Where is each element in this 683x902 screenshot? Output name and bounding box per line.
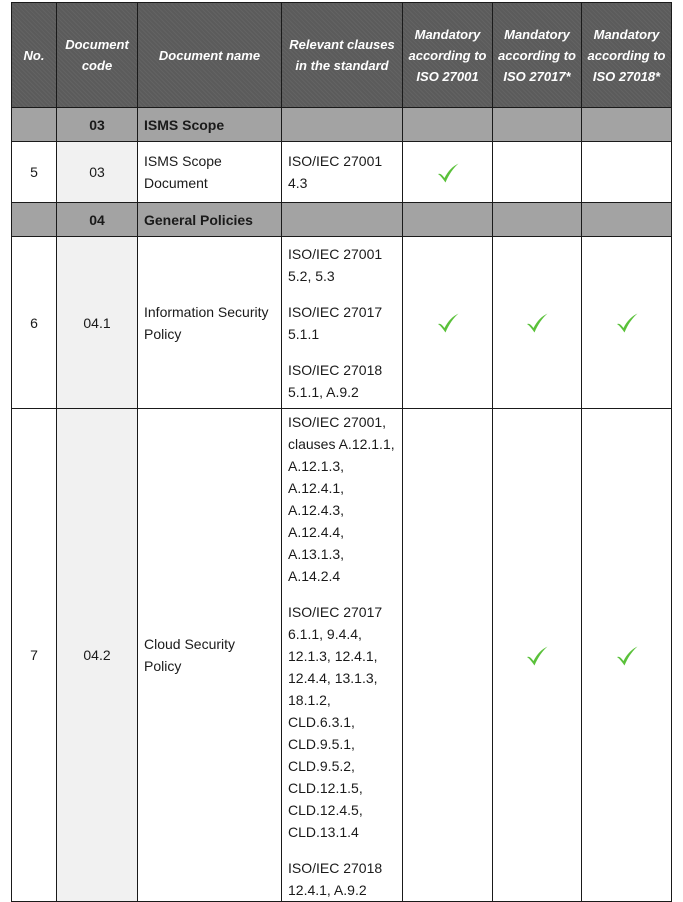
header-no: No. (12, 3, 57, 108)
document-code: 04.2 (57, 409, 138, 902)
section-empty-cell (403, 108, 493, 142)
mandatory-27001-cell (403, 237, 493, 409)
clause-text: ISO/IEC 27018 5.1.1, A.9.2 (288, 361, 383, 400)
header-document-code: Document code (57, 3, 138, 108)
section-no-cell (12, 203, 57, 237)
document-code: 03 (57, 142, 138, 203)
check-icon (436, 312, 460, 334)
section-code: 04 (57, 203, 138, 237)
document-name: Cloud Security Policy (138, 409, 282, 902)
section-row-general-policies (12, 203, 672, 237)
section-empty-cell (282, 203, 403, 237)
row-number: 6 (12, 237, 57, 409)
document-name: ISMS Scope Document (138, 142, 282, 203)
table-row (12, 237, 672, 409)
section-empty-cell (582, 108, 672, 142)
clause-text: ISO/IEC 27018 12.4.1, A.9.2 (288, 860, 383, 898)
check-icon (525, 645, 549, 667)
table-row (12, 409, 672, 902)
section-no-cell (12, 108, 57, 142)
document-sheet (11, 2, 671, 902)
mandatory-27017-cell (493, 237, 582, 409)
mandatory-documents-table (11, 2, 672, 902)
header-mandatory-27017: Mandatory according to ISO 27017* (493, 3, 582, 108)
header-mandatory-27018: Mandatory according to ISO 27018* (582, 3, 672, 108)
section-name: ISMS Scope (138, 108, 282, 142)
section-name: General Policies (138, 203, 282, 237)
clause-text: ISO/IEC 27001 4.3 (288, 153, 383, 191)
mandatory-27018-cell (582, 409, 672, 902)
row-number: 7 (12, 409, 57, 902)
section-empty-cell (493, 203, 582, 237)
section-row-isms-scope (12, 108, 672, 142)
document-code: 04.1 (57, 237, 138, 409)
check-icon (615, 312, 639, 334)
relevant-clauses (282, 237, 403, 409)
section-empty-cell (493, 108, 582, 142)
clause-text: ISO/IEC 27017 5.1.1 (288, 303, 383, 342)
mandatory-27018-cell (582, 237, 672, 409)
header-document-name: Document name (138, 3, 282, 108)
section-empty-cell (282, 108, 403, 142)
check-icon (615, 645, 639, 667)
header-relevant-clauses: Relevant clauses in the standard (282, 3, 403, 108)
mandatory-27017-cell (493, 142, 582, 203)
clause-text: ISO/IEC 27001 5.2, 5.3 (288, 245, 383, 284)
relevant-clauses (282, 142, 403, 203)
mandatory-27001-cell (403, 142, 493, 203)
section-code: 03 (57, 108, 138, 142)
section-empty-cell (582, 203, 672, 237)
check-icon (436, 162, 460, 184)
mandatory-27001-cell (403, 409, 493, 902)
clause-text: ISO/IEC 27017 6.1.1, 9.4.4, 12.1.3, 12.4.1, 12.4.4, 13.1.3, 18.1.2, CLD.6.3.1, CLD.9.5.1, CLD.9.5.2, CLD.12.1.5, CLD.12.4.5, CLD.13.1.4 (288, 604, 383, 840)
relevant-clauses (282, 409, 403, 902)
check-icon (525, 312, 549, 334)
row-number: 5 (12, 142, 57, 203)
section-empty-cell (403, 203, 493, 237)
clause-text: ISO/IEC 27001, clauses A.12.1.1, A.12.1.3, A.12.4.1, A.12.4.3, A.12.4.4, A.13.1.3, A.14.2.4 (288, 414, 395, 584)
table-row (12, 142, 672, 203)
header-mandatory-27001: Mandatory according to ISO 27001 (403, 3, 493, 108)
document-name: Information Security Policy (138, 237, 282, 409)
mandatory-27018-cell (582, 142, 672, 203)
header-row (12, 3, 672, 108)
mandatory-27017-cell (493, 409, 582, 902)
